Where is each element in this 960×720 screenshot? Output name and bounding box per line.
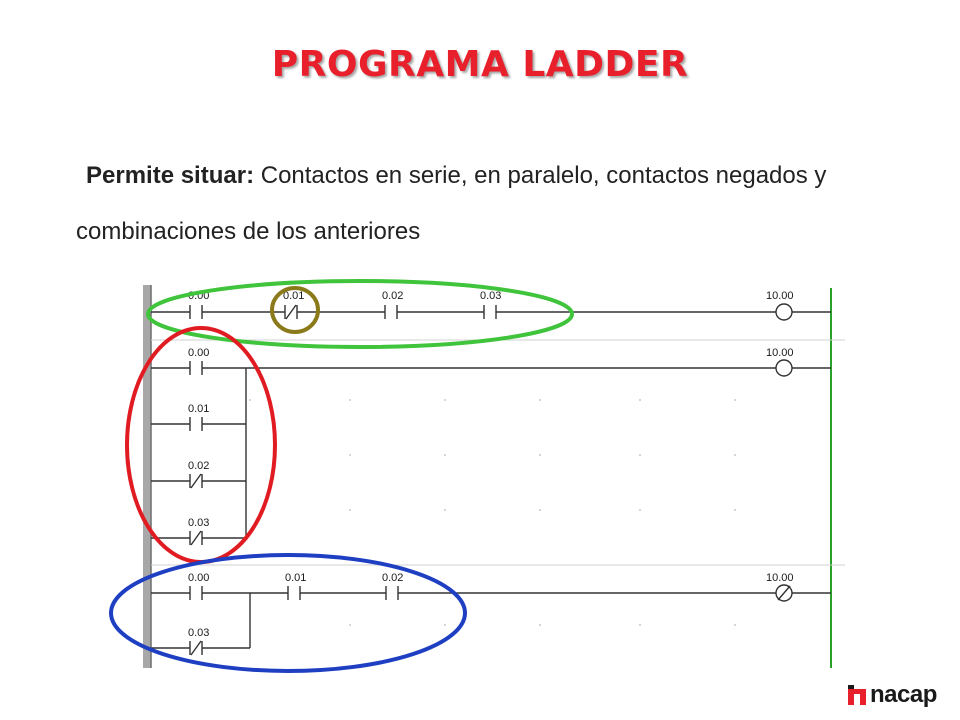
rung1-contact-2-label: 0.01 xyxy=(283,290,305,302)
intro-rest: Contactos en serie, en paralelo, contactos negados y combinaciones de los anteriores xyxy=(76,162,827,245)
intro-text xyxy=(76,148,876,260)
rung-1 xyxy=(151,304,831,320)
rung1-contact-1-label: 0.00 xyxy=(188,290,210,302)
left-power-rail xyxy=(143,285,151,668)
rung1-coil-label: 10.00 xyxy=(766,290,794,302)
rung3-contact-2-label: 0.01 xyxy=(285,572,307,584)
rung2-branch-1-label: 0.00 xyxy=(188,347,210,359)
brand-logo xyxy=(846,680,937,710)
brand-name: nacap xyxy=(870,681,937,708)
intro-lead: Permite situar: xyxy=(86,162,255,189)
brand-mark-icon xyxy=(846,683,868,707)
rung3-contact-3-label: 0.02 xyxy=(382,572,404,584)
rung1-contact-3-label: 0.02 xyxy=(382,290,404,302)
rung2-coil-label: 10.00 xyxy=(766,347,794,359)
series-highlight-ellipse xyxy=(148,281,572,347)
slide-title: PROGRAMA LADDER xyxy=(271,44,689,85)
ladder-diagram xyxy=(0,270,960,680)
rung2-branch-3-label: 0.02 xyxy=(188,460,210,472)
rung3-contact-1-label: 0.00 xyxy=(188,572,210,584)
grid-dots xyxy=(249,399,736,626)
rung3-parallel-label: 0.03 xyxy=(188,627,210,639)
rung1-contact-4-label: 0.03 xyxy=(480,290,502,302)
rung-3 xyxy=(151,585,831,655)
rung3-coil-label: 10.00 xyxy=(766,572,794,584)
rung2-branch-2-label: 0.01 xyxy=(188,403,210,415)
rung2-branch-4-label: 0.03 xyxy=(188,517,210,529)
rung-2 xyxy=(151,360,831,545)
